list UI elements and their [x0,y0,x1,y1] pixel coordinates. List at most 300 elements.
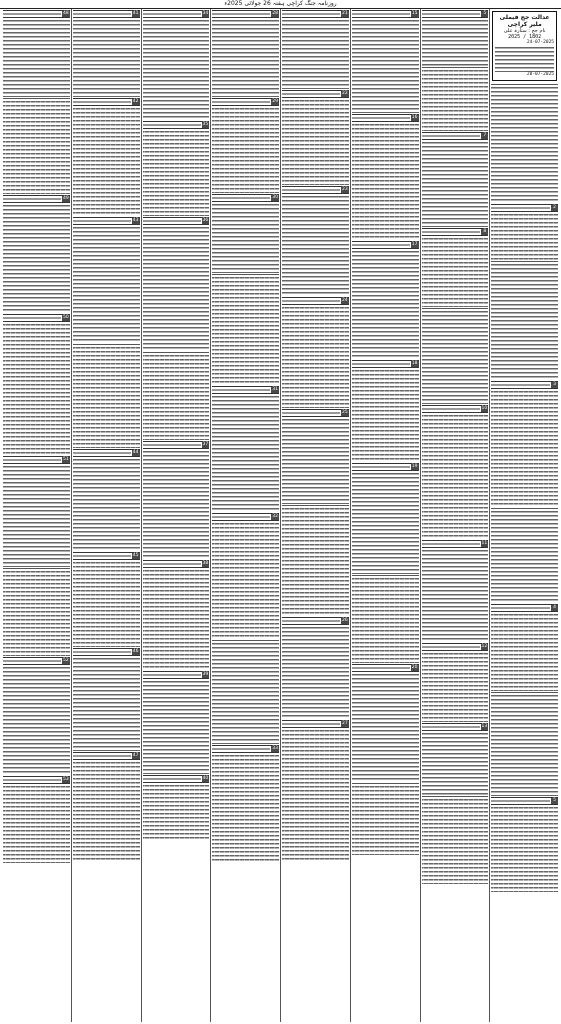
classified-item [352,10,419,113]
item-title-bar [73,13,131,15]
item-number-badge: 43 [132,218,139,224]
item-header [73,552,140,560]
item-title-bar [143,674,201,676]
item-divider [73,344,140,345]
classified-item [143,121,210,216]
item-header [212,10,279,18]
item-body-text [422,798,489,884]
item-number-badge: 53 [63,776,69,782]
item-body-text [212,754,279,863]
item-body-text [143,354,210,440]
item-title-bar [143,13,201,15]
item-body-text [212,107,279,193]
classified-item [212,10,279,97]
item-body-text [73,346,140,447]
item-header [422,228,489,236]
item-body-text [352,250,419,359]
item-title-bar [352,13,410,15]
column-8 [2,9,71,1022]
item-number-badge: 42 [132,99,139,104]
item-body-text [3,100,70,194]
item-header [282,409,349,417]
item-body-text [491,86,558,203]
item-body-text [422,549,489,643]
item-title-bar [3,779,61,781]
classified-item [422,540,489,643]
item-title-bar [422,543,480,545]
item-header [143,121,210,129]
item-body-text [352,369,419,463]
item-divider [422,308,489,309]
item-title-bar [282,189,340,191]
item-header [73,752,140,760]
item-header [422,132,489,140]
item-header [282,297,349,305]
item-number-badge: 39 [202,672,209,678]
notice-date-2: 28-07-2025 [526,72,554,77]
item-header [143,775,210,783]
classified-item [422,643,489,722]
item-number-badge: 5 [481,11,488,17]
classified-item [352,783,419,855]
item-number-badge: 10 [481,405,488,411]
item-body-text [491,213,558,260]
classified-item [212,274,279,385]
item-title-bar [282,13,340,15]
item-body-text [73,561,140,647]
item-body-text [212,19,279,97]
item-number-badge: 38 [202,560,209,566]
classified-item [491,381,558,507]
item-divider [422,796,489,797]
item-title-bar [491,384,550,386]
item-header [3,314,70,322]
item-title-bar [352,117,410,119]
item-header [3,776,70,784]
item-divider [491,261,558,262]
item-divider [491,84,558,85]
item-body-text [352,577,419,663]
item-number-badge: 27 [342,721,348,727]
column-7 [71,9,141,1022]
classified-item [282,409,349,504]
item-header [491,381,558,389]
item-header [212,98,279,106]
item-title-bar [143,563,201,565]
item-header [3,657,70,665]
classified-item [352,463,419,573]
column-5 [210,9,280,1022]
item-divider [491,508,558,509]
item-number-badge: 13 [481,724,488,730]
item-body-text [73,761,140,862]
item-body-text [491,510,558,604]
item-body-text [3,204,70,313]
classified-item [282,186,349,296]
item-number-badge: 28 [272,11,278,16]
item-number-badge: 22 [342,91,348,97]
classified-item [3,10,70,97]
item-title-bar [212,13,270,15]
item-title-bar [143,778,201,780]
item-number-badge: 4 [551,605,558,611]
item-body-text [352,673,419,782]
item-title-bar [212,748,270,750]
item-title-bar [3,459,61,461]
notice-reference: 1802 / 2025 [508,34,542,40]
item-title-bar [3,13,61,15]
classified-item [422,10,489,66]
item-number-badge: 5 [551,798,558,804]
item-title-bar [352,667,410,669]
classified-item [212,386,279,512]
classified-item [143,560,210,670]
item-body-text [143,19,210,120]
classified-item [282,617,349,720]
item-number-badge: 35 [202,122,209,128]
item-body-text [491,694,558,795]
classified-item [491,797,558,892]
item-divider [143,352,210,353]
item-header [212,386,279,394]
item-body-text [352,472,419,573]
item-title-bar [73,101,131,103]
item-header [3,456,70,464]
item-number-badge: 49 [63,195,69,201]
classified-item [422,796,489,884]
classified-item [73,552,140,647]
classified-item [491,604,558,691]
item-body-text [422,69,489,131]
item-divider [212,640,279,641]
item-number-badge: 26 [342,617,348,623]
item-body-text [3,465,70,566]
classified-item [422,228,489,307]
classified-item [422,723,489,794]
notice-title: عدالت جج فیملی ملیر کراچی [499,14,550,28]
item-number-badge: 18 [411,360,418,366]
classified-item [212,194,279,273]
item-title-bar [73,755,131,757]
item-title-bar [143,220,201,222]
court-notice-box [492,11,557,81]
item-title-bar [282,412,340,414]
item-title-bar [212,197,270,199]
item-header [491,797,558,805]
item-header [143,10,210,18]
classified-item [422,405,489,539]
item-body-text [73,107,140,216]
item-title-bar [73,651,131,653]
item-body-text [282,195,349,296]
item-body-text [282,729,349,862]
item-body-text [282,19,349,89]
item-title-bar [352,244,410,246]
item-header [282,90,349,98]
classified-item [422,67,489,131]
item-number-badge: 34 [202,11,209,16]
classified-item [491,204,558,260]
item-title-bar [73,555,131,557]
item-body-text [3,19,70,97]
classified-item [73,344,140,447]
item-number-badge: 12 [481,644,488,650]
item-body-text [3,323,70,456]
item-number-badge: 17 [411,241,418,247]
classified-item [3,568,70,656]
item-title-bar [422,231,481,233]
item-title-bar [3,317,61,319]
classified-item [282,90,349,185]
item-header [422,405,489,413]
item-header [352,114,419,122]
item-body-text [282,306,349,407]
item-number-badge: 37 [202,441,209,447]
item-divider [491,692,558,693]
item-title-bar [282,723,340,725]
classified-item [282,10,349,89]
classified-item [3,456,70,566]
item-header [143,217,210,225]
classified-item [491,508,558,604]
classified-item [352,114,419,240]
item-body-text [282,507,349,616]
classified-item [212,745,279,863]
item-title-bar [352,363,410,365]
item-number-badge: 8 [481,229,488,235]
item-number-badge: 19 [411,464,418,470]
item-divider [282,505,349,506]
item-title-bar [282,620,340,622]
item-number-badge: 24 [342,298,348,304]
item-title-bar [491,607,550,609]
item-number-badge: 7 [481,133,488,139]
classified-item [143,217,210,351]
item-body-text [3,666,70,775]
item-body-text [212,395,279,512]
item-body-text [212,522,279,639]
item-number-badge: 50 [63,314,69,320]
item-body-text [143,450,210,559]
item-header [352,463,419,471]
classified-item [143,441,210,559]
item-title-bar [3,660,61,662]
classified-item [282,505,349,616]
classified-item [73,752,140,862]
classified-item [212,98,279,193]
item-number-badge: 40 [202,775,209,781]
item-number-badge: 36 [202,218,209,224]
item-title-bar [143,444,201,446]
item-header [282,186,349,194]
item-divider [212,274,279,275]
classified-item [422,308,489,404]
item-number-badge: 23 [342,186,348,192]
classified-item [3,195,70,313]
classified-item [73,98,140,216]
item-header [491,604,558,612]
item-body-text [282,418,349,504]
notice-subtitle: نام جج : ستارہ علی [503,28,546,34]
item-number-badge: 52 [63,657,69,663]
classified-item [3,776,70,863]
item-number-badge: 51 [63,457,69,463]
item-header [212,194,279,202]
item-title-bar [491,800,550,802]
item-header [282,10,349,18]
item-body-text [422,141,489,227]
item-title-bar [212,516,270,518]
item-title-bar [282,93,340,95]
classified-item [282,720,349,862]
item-body-text [143,226,210,351]
item-divider [352,575,419,576]
item-body-text [491,806,558,892]
item-number-badge: 31 [272,387,278,393]
item-header [491,204,558,212]
item-body-text [212,203,279,273]
classified-item [73,449,140,552]
masthead-text: روزنامہ جنگ کراچی ہفتہ 26 جولائی 2025ء [224,0,337,7]
item-number-badge: 41 [132,11,139,16]
item-title-bar [422,726,480,728]
item-body-text [73,657,140,751]
item-body-text [143,569,210,670]
item-body-text [352,19,419,113]
classified-item [3,314,70,456]
item-body-text [352,785,419,855]
item-body-text [491,390,558,507]
item-body-text [73,458,140,552]
item-body-text [73,19,140,97]
classified-item [352,360,419,463]
item-title-bar [422,646,480,648]
item-body-text [212,276,279,385]
classified-item [73,217,140,343]
item-number-badge: 44 [132,449,139,455]
item-title-bar [3,198,61,200]
item-header [73,217,140,225]
item-number-badge: 2 [551,205,558,211]
column-1 [489,9,559,1022]
classified-item [491,692,558,795]
item-header [73,449,140,457]
classified-item [422,132,489,227]
item-body-text [422,310,489,404]
classified-item [491,84,558,203]
item-header [73,648,140,656]
item-divider [3,98,70,99]
notice-date-1: 24-07-2025 [526,40,554,45]
item-title-bar [73,220,131,222]
item-header [73,98,140,106]
classified-item [3,98,70,194]
classified-item [3,657,70,775]
item-body-text [212,642,279,743]
item-body-text [491,263,558,380]
classified-item [352,664,419,782]
classified-item [212,640,279,743]
column-4 [280,9,350,1022]
item-header [352,10,419,18]
item-body-text [143,784,210,839]
item-body-text [422,237,489,307]
item-title-bar [422,408,480,410]
column-3 [350,9,420,1022]
item-header [143,441,210,449]
classified-item [352,241,419,359]
classified-item [143,352,210,440]
item-header [422,540,489,548]
item-number-badge: 48 [63,11,69,16]
item-header [3,195,70,203]
item-title-bar [73,452,131,454]
item-title-bar [212,101,270,103]
item-header [422,723,489,731]
item-header [212,745,279,753]
item-number-badge: 30 [272,194,278,200]
item-title-bar [282,300,340,302]
item-number-badge: 15 [411,11,418,16]
item-title-bar [212,389,270,391]
item-number-badge: 29 [272,99,278,104]
item-body-text [422,652,489,722]
classified-item [73,10,140,97]
item-body-text [491,613,558,691]
item-divider [422,67,489,68]
item-number-badge: 3 [551,382,558,388]
classified-item [212,513,279,639]
item-number-badge: 46 [132,648,139,654]
item-body-text [143,130,210,216]
item-number-badge: 20 [411,664,418,670]
item-header [352,241,419,249]
column-6 [141,9,211,1022]
classifieds-page [2,9,559,1022]
item-number-badge: 21 [342,11,348,16]
item-body-text [422,732,489,794]
item-divider [352,783,419,784]
item-header [352,360,419,368]
item-title-bar [422,13,481,15]
item-header [282,617,349,625]
item-header [422,643,489,651]
classified-item [143,671,210,774]
item-number-badge: 11 [481,540,488,546]
column-2 [420,9,490,1022]
item-header [352,664,419,672]
item-body-text [143,680,210,774]
masthead [0,0,561,9]
classified-item [491,261,558,380]
item-divider [3,568,70,569]
classified-item [143,775,210,839]
item-number-badge: 45 [132,553,139,559]
item-body-text [282,626,349,720]
item-number-badge: 16 [411,114,418,120]
item-body-text [3,785,70,863]
item-header [143,560,210,568]
classified-item [143,10,210,120]
item-body-text [73,226,140,343]
item-title-bar [422,135,481,137]
classified-item [352,575,419,663]
item-number-badge: 47 [132,752,139,758]
item-header [3,10,70,18]
item-body-text [352,123,419,240]
item-body-text [422,19,489,66]
item-header [73,10,140,18]
